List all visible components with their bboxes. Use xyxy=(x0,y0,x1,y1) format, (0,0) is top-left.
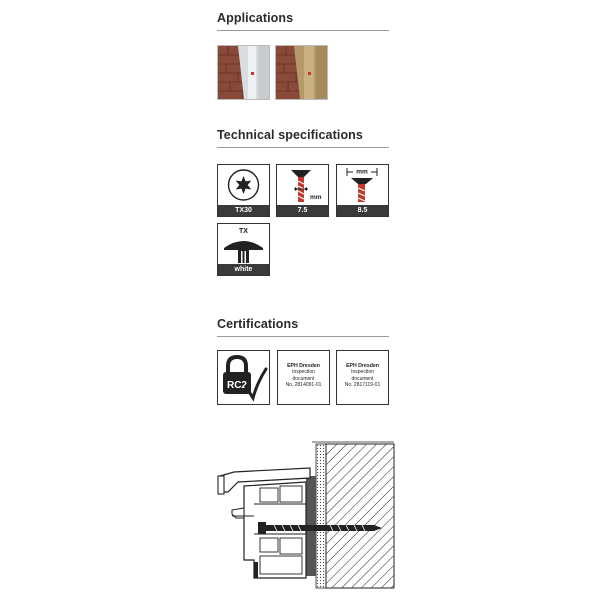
applications-heading: Applications xyxy=(217,11,294,25)
cert-line1: Inspection xyxy=(292,369,315,376)
spec-tile-cap xyxy=(217,223,270,276)
spec-tile-drive xyxy=(217,164,270,217)
applications-divider xyxy=(217,30,389,31)
padlock-check-icon xyxy=(218,351,269,404)
cert-line2: document xyxy=(351,375,374,382)
spec-tile-diameter xyxy=(276,164,329,217)
spec-tile-head-diameter xyxy=(336,164,389,217)
rc2-certificate-badge xyxy=(217,350,270,405)
certifications-divider xyxy=(217,336,389,337)
torx-drive-icon xyxy=(218,165,269,205)
cert-line2: document xyxy=(292,375,315,382)
spec-tile-caption: white xyxy=(218,264,269,275)
cert-number: No. 2814091-01 xyxy=(285,382,322,389)
spec-tile-caption: 7.5 xyxy=(277,205,328,216)
cap-icon xyxy=(218,224,269,264)
rc2-label: RC2 xyxy=(226,380,248,391)
application-white-frame-image xyxy=(217,45,270,100)
cert-number: No. 2817119-01 xyxy=(344,382,381,389)
inspection-document-card xyxy=(336,350,389,405)
screw-diameter-icon xyxy=(277,165,328,205)
installation-cross-section-diagram xyxy=(214,438,396,590)
certifications-heading: Certifications xyxy=(217,317,299,331)
head-diameter-unit: mm xyxy=(356,168,368,176)
diameter-unit: mm xyxy=(310,194,322,201)
inspection-document-card xyxy=(277,350,330,405)
technical-specifications-heading: Technical specifications xyxy=(217,128,363,142)
technical-specifications-divider xyxy=(217,147,389,148)
cert-issuer: EPH Dresden xyxy=(346,363,379,369)
spec-tile-caption: TX30 xyxy=(218,205,269,216)
cert-line1: Inspection xyxy=(351,369,374,376)
screw-head-diameter-icon xyxy=(337,165,388,205)
application-wood-frame-image xyxy=(275,45,328,100)
cert-issuer: EPH Dresden xyxy=(287,363,320,369)
cap-drive-label: TX xyxy=(239,228,248,235)
spec-tile-caption: 8.5 xyxy=(337,205,388,216)
